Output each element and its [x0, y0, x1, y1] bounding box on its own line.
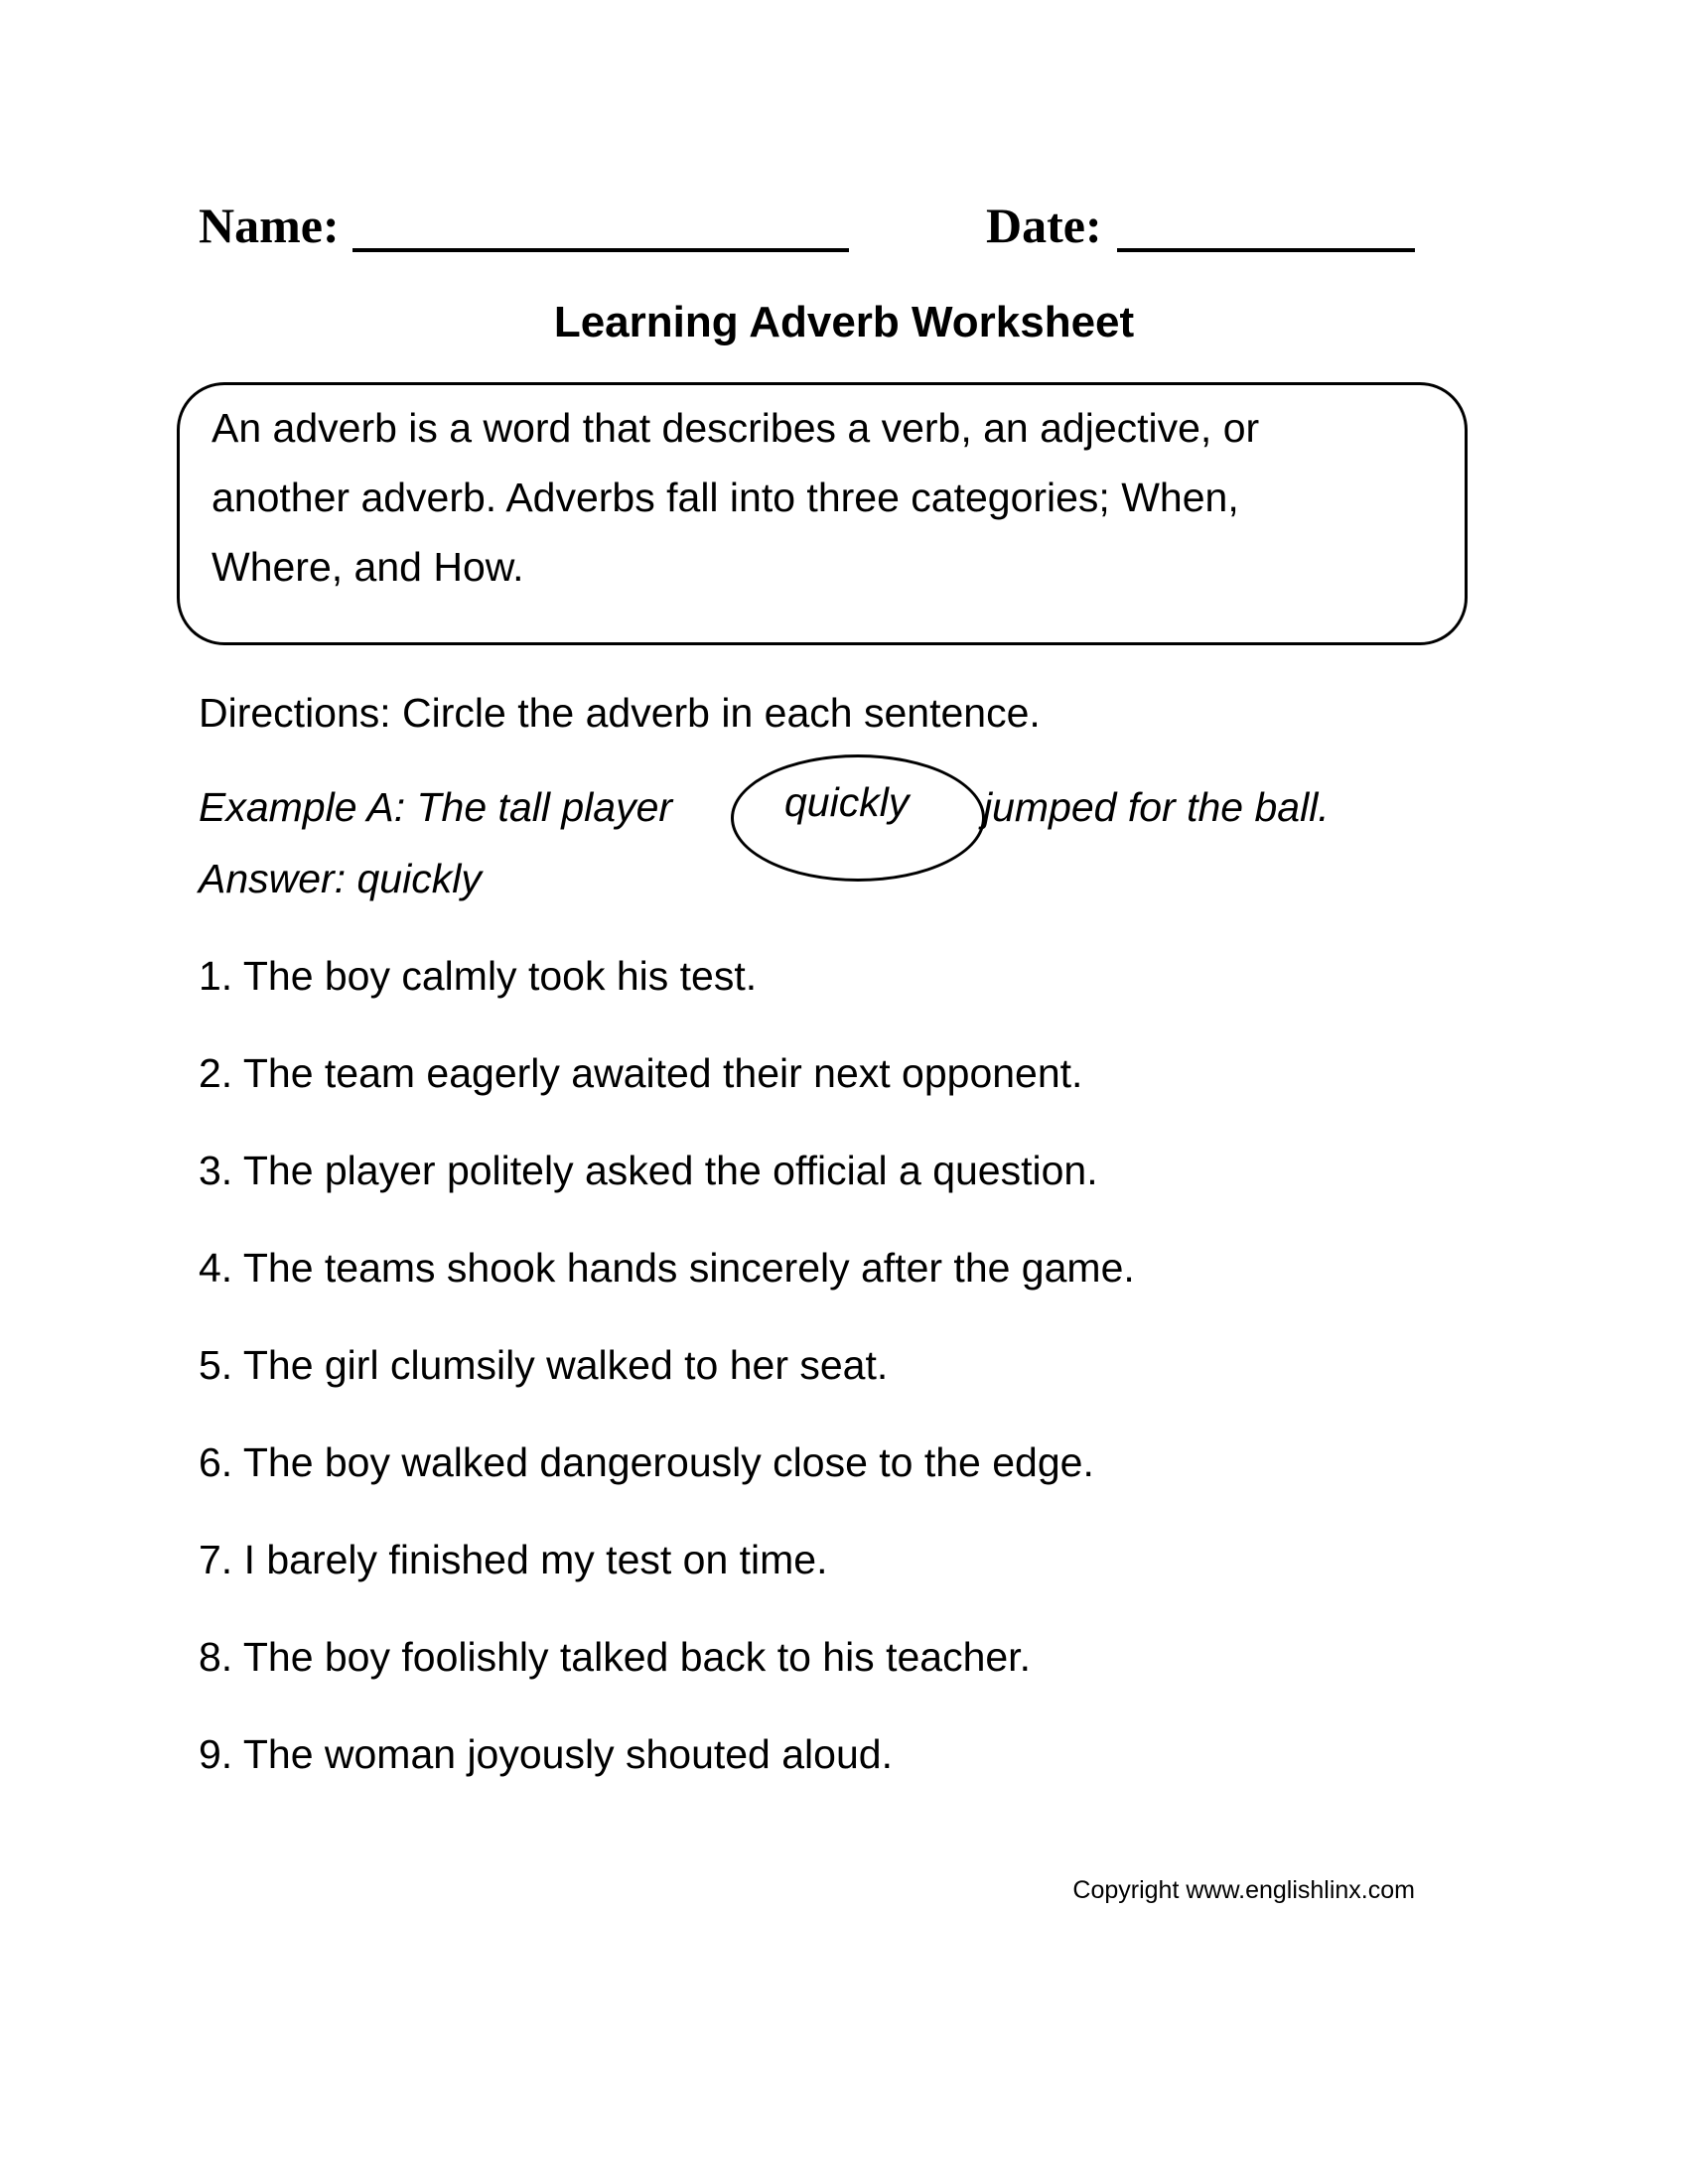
directions-text: Directions: Circle the adverb in each sentence.: [199, 690, 1041, 736]
sentence-item[interactable]: 1. The boy calmly took his test.: [199, 953, 758, 999]
copyright-text: Copyright www.englishlinx.com: [1072, 1876, 1415, 1904]
example-answer: Answer: quickly: [199, 856, 482, 901]
definition-line: Where, and How.: [211, 544, 524, 590]
name-label: Name:: [199, 198, 340, 253]
definition-line: another adverb. Adverbs fall into three categories; When,: [211, 475, 1239, 520]
sentence-item[interactable]: 8. The boy foolishly talked back to his teacher.: [199, 1634, 1031, 1680]
definition-line: An adverb is a word that describes a verb, an adjective, or: [211, 405, 1260, 451]
sentence-item[interactable]: 6. The boy walked dangerously close to the edge.: [199, 1439, 1094, 1485]
sentence-item[interactable]: 3. The player politely asked the official a question.: [199, 1148, 1098, 1193]
worksheet-title: Learning Adverb Worksheet: [553, 298, 1135, 346]
example-circled-word: quickly: [784, 779, 910, 825]
definition-box: [177, 382, 1468, 645]
date-field-line[interactable]: [1117, 248, 1415, 252]
date-label: Date:: [986, 198, 1102, 253]
example-text-after: jumped for the ball.: [983, 784, 1330, 830]
sentence-item[interactable]: 4. The teams shook hands sincerely after the game.: [199, 1245, 1135, 1291]
example-text-before: Example A: The tall player: [199, 784, 673, 830]
name-field-line[interactable]: [352, 248, 849, 252]
sentence-item[interactable]: 9. The woman joyously shouted aloud.: [199, 1731, 893, 1777]
sentence-item[interactable]: 5. The girl clumsily walked to her seat.: [199, 1342, 889, 1388]
sentence-item[interactable]: 7. I barely finished my test on time.: [199, 1537, 828, 1582]
sentence-item[interactable]: 2. The team eagerly awaited their next opponent.: [199, 1050, 1083, 1096]
